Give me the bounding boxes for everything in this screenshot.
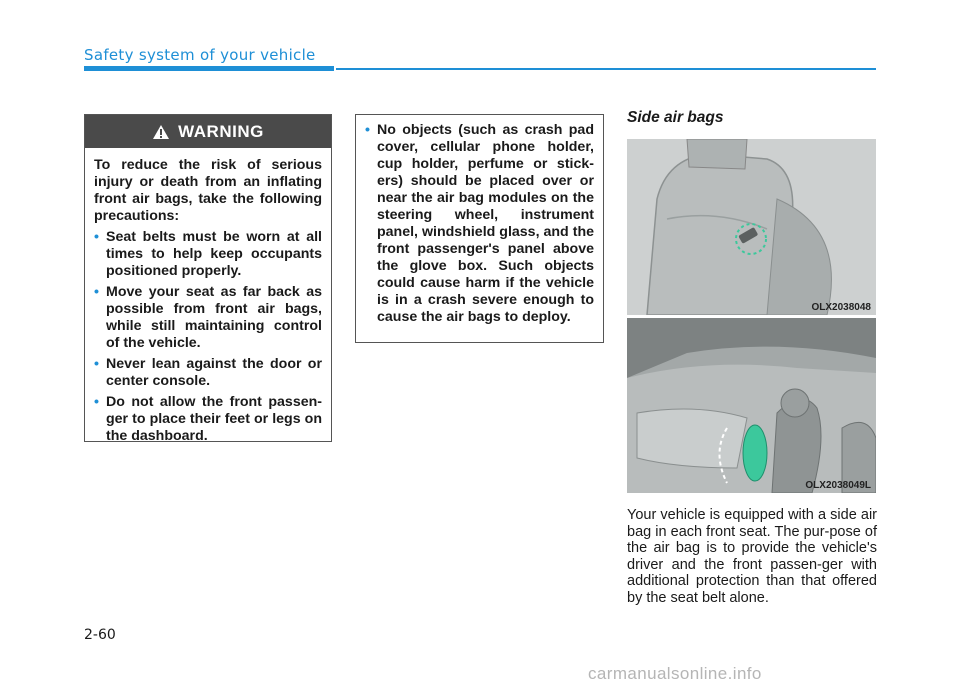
header-rule-thick [84,66,334,71]
warning-bullet: • Seat belts must be worn at all times to help keep occupants positioned properly. [94,229,322,279]
image2-code: OLX2038049L [805,480,871,491]
page-number: 2-60 [84,627,116,643]
warning-intro: To reduce the risk of serious injury or death from an inflating front air bags, take the following precautions: [94,157,322,224]
warning-box [84,114,332,442]
header-rule-thin [336,68,876,70]
image1-code: OLX2038048 [811,302,871,313]
bullet-icon: • [94,394,99,410]
bullet-icon: • [94,229,99,245]
warning-bullet: • Move your seat as far back as possible from front air bags, while still maintaining control of the vehicle. [94,284,322,351]
cabin-airbag-image [627,318,876,493]
section-title: Safety system of your vehicle [84,46,316,64]
warning-header [85,115,331,148]
warning-bullet: • No objects (such as crash pad cover, cellular phone holder, cup holder, perfume or stick-ers) should be placed over or near the air bag modules on the steering wheel, instrument panel, windshield glass, and the front passenger's panel above the glove box. Such objects could cause harm if the vehicle is in a crash severe enough to cause the air bags to deploy. [365,122,594,325]
seat-illustration [627,139,876,315]
bullet-icon: • [94,284,99,300]
warning-bullet: • Do not allow the front passen-ger to place their feet or legs on the dashboard. [94,394,322,444]
watermark: carmanualsonline.info [588,664,762,683]
bullet-icon: • [365,122,370,138]
bullet-icon: • [94,356,99,372]
cabin-illustration [627,318,876,493]
warning-bullet: • Never lean against the door or center console. [94,356,322,389]
warning-continued-box [355,114,604,343]
side-airbags-heading: Side air bags [627,109,724,126]
side-airbags-body: Your vehicle is equipped with a side air bag in each front seat. The pur-pose of the air bag is to provide the vehicle's driver and the front passen-ger with additional protection than that offered by the seat belt alone. [627,507,877,606]
seat-airbag-image [627,139,876,315]
warning-heading: WARNING [178,121,264,141]
warning-triangle-icon [152,124,170,140]
